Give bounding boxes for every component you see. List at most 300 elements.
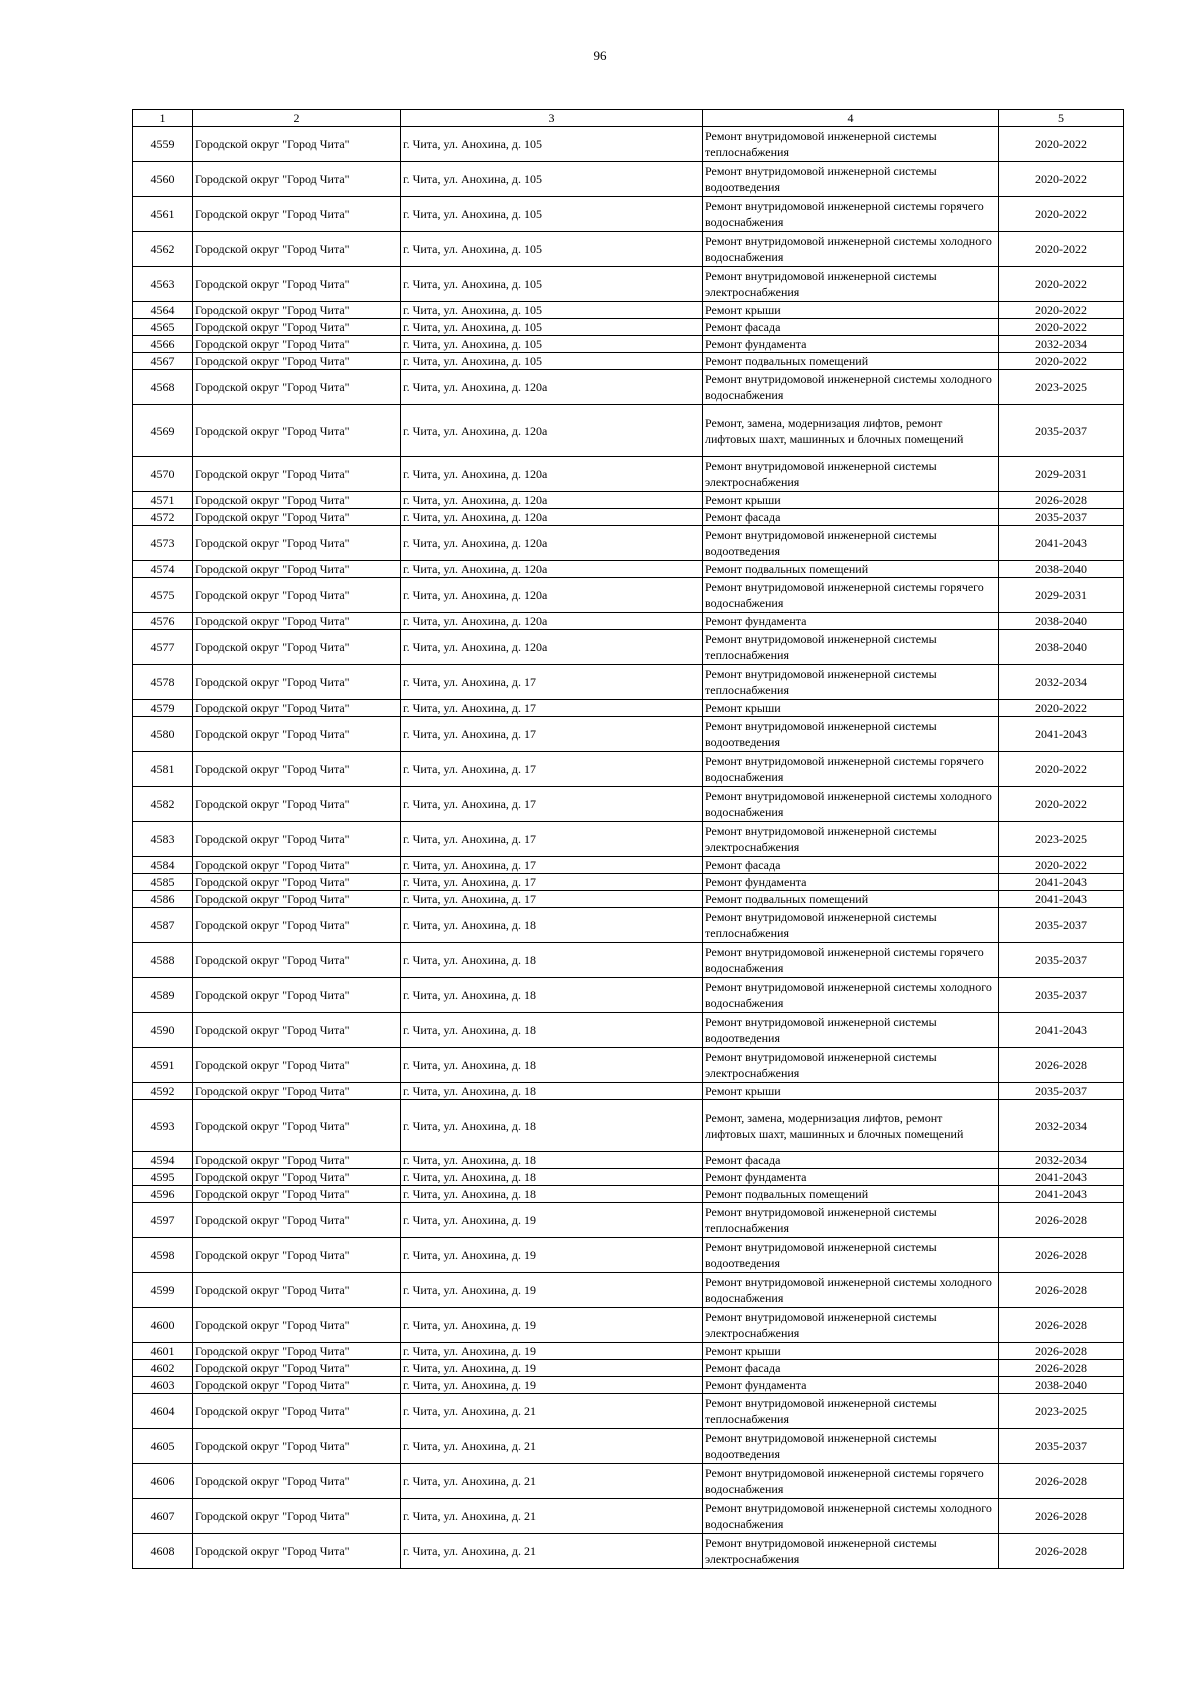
table-row [133,127,1124,162]
municipality-cell: Городской округ "Город Чита" [193,336,401,353]
row-number: 4581 [133,752,193,787]
repair-schedule-table [132,109,1124,1569]
table-row [133,1464,1124,1499]
row-number: 4569 [133,405,193,457]
period-cell: 2038-2040 [999,630,1124,665]
row-number: 4583 [133,822,193,857]
municipality-cell: Городской округ "Город Чита" [193,1499,401,1534]
municipality-cell: Городской округ "Город Чита" [193,1273,401,1308]
row-number: 4563 [133,267,193,302]
address-cell: г. Чита, ул. Анохина, д. 120а [401,405,703,457]
address-cell: г. Чита, ул. Анохина, д. 21 [401,1394,703,1429]
work-type-cell: Ремонт подвальных помещений [703,891,999,908]
table-row [133,752,1124,787]
work-type-cell: Ремонт внутридомовой инженерной системы водоотведения [703,526,999,561]
address-cell: г. Чита, ул. Анохина, д. 19 [401,1343,703,1360]
period-cell: 2038-2040 [999,561,1124,578]
row-number: 4595 [133,1169,193,1186]
address-cell: г. Чита, ул. Анохина, д. 19 [401,1377,703,1394]
period-cell: 2026-2028 [999,1360,1124,1377]
period-cell: 2038-2040 [999,1377,1124,1394]
period-cell: 2023-2025 [999,822,1124,857]
period-cell: 2041-2043 [999,526,1124,561]
address-cell: г. Чита, ул. Анохина, д. 18 [401,908,703,943]
row-number: 4582 [133,787,193,822]
period-cell: 2026-2028 [999,492,1124,509]
row-number: 4574 [133,561,193,578]
work-type-cell: Ремонт внутридомовой инженерной системы теплоснабжения [703,1203,999,1238]
period-cell: 2023-2025 [999,370,1124,405]
row-number: 4589 [133,978,193,1013]
address-cell: г. Чита, ул. Анохина, д. 120а [401,561,703,578]
row-number: 4604 [133,1394,193,1429]
row-number: 4576 [133,613,193,630]
municipality-cell: Городской округ "Город Чита" [193,457,401,492]
municipality-cell: Городской округ "Город Чита" [193,978,401,1013]
municipality-cell: Городской округ "Город Чита" [193,127,401,162]
work-type-cell: Ремонт фасада [703,857,999,874]
period-cell: 2020-2022 [999,787,1124,822]
header-cell-1: 1 [133,110,193,127]
row-number: 4600 [133,1308,193,1343]
period-cell: 2038-2040 [999,613,1124,630]
municipality-cell: Городской округ "Город Чита" [193,717,401,752]
address-cell: г. Чита, ул. Анохина, д. 19 [401,1360,703,1377]
table-row [133,1534,1124,1569]
row-number: 4605 [133,1429,193,1464]
header-cell-2: 2 [193,110,401,127]
work-type-cell: Ремонт внутридомовой инженерной системы теплоснабжения [703,908,999,943]
table-row [133,1360,1124,1377]
work-type-cell: Ремонт внутридомовой инженерной системы электроснабжения [703,1048,999,1083]
table-row [133,1429,1124,1464]
row-number: 4575 [133,578,193,613]
municipality-cell: Городской округ "Город Чита" [193,1083,401,1100]
address-cell: г. Чита, ул. Анохина, д. 17 [401,891,703,908]
row-number: 4591 [133,1048,193,1083]
municipality-cell: Городской округ "Город Чита" [193,319,401,336]
municipality-cell: Городской округ "Город Чита" [193,891,401,908]
municipality-cell: Городской округ "Город Чита" [193,509,401,526]
row-number: 4587 [133,908,193,943]
municipality-cell: Городской округ "Город Чита" [193,630,401,665]
address-cell: г. Чита, ул. Анохина, д. 19 [401,1308,703,1343]
row-number: 4564 [133,302,193,319]
work-type-cell: Ремонт внутридомовой инженерной системы холодного водоснабжения [703,1273,999,1308]
address-cell: г. Чита, ул. Анохина, д. 17 [401,665,703,700]
page-number: 96 [593,48,607,63]
row-number: 4598 [133,1238,193,1273]
municipality-cell: Городской округ "Город Чита" [193,162,401,197]
work-type-cell: Ремонт внутридомовой инженерной системы горячего водоснабжения [703,578,999,613]
municipality-cell: Городской округ "Город Чита" [193,353,401,370]
municipality-cell: Городской округ "Город Чита" [193,700,401,717]
address-cell: г. Чита, ул. Анохина, д. 18 [401,1186,703,1203]
table-row [133,1100,1124,1152]
address-cell: г. Чита, ул. Анохина, д. 105 [401,319,703,336]
address-cell: г. Чита, ул. Анохина, д. 105 [401,232,703,267]
work-type-cell: Ремонт фасада [703,319,999,336]
header-cell-3: 3 [401,110,703,127]
work-type-cell: Ремонт внутридомовой инженерной системы горячего водоснабжения [703,752,999,787]
municipality-cell: Городской округ "Город Чита" [193,1048,401,1083]
table-row [133,1013,1124,1048]
period-cell: 2020-2022 [999,232,1124,267]
table-row [133,1394,1124,1429]
work-type-cell: Ремонт крыши [703,1343,999,1360]
table-row [133,1186,1124,1203]
row-number: 4570 [133,457,193,492]
row-number: 4586 [133,891,193,908]
address-cell: г. Чита, ул. Анохина, д. 18 [401,1048,703,1083]
work-type-cell: Ремонт внутридомовой инженерной системы электроснабжения [703,267,999,302]
row-number: 4565 [133,319,193,336]
municipality-cell: Городской округ "Город Чита" [193,232,401,267]
address-cell: г. Чита, ул. Анохина, д. 17 [401,752,703,787]
table-row [133,717,1124,752]
work-type-cell: Ремонт внутридомовой инженерной системы теплоснабжения [703,127,999,162]
table-row [133,1083,1124,1100]
work-type-cell: Ремонт фундамента [703,1169,999,1186]
row-number: 4579 [133,700,193,717]
table-row [133,526,1124,561]
table-row [133,1273,1124,1308]
address-cell: г. Чита, ул. Анохина, д. 19 [401,1238,703,1273]
work-type-cell: Ремонт внутридомовой инженерной системы горячего водоснабжения [703,197,999,232]
municipality-cell: Городской округ "Город Чита" [193,1394,401,1429]
municipality-cell: Городской округ "Город Чита" [193,370,401,405]
address-cell: г. Чита, ул. Анохина, д. 18 [401,978,703,1013]
work-type-cell: Ремонт подвальных помещений [703,353,999,370]
table-row [133,561,1124,578]
period-cell: 2023-2025 [999,1394,1124,1429]
work-type-cell: Ремонт внутридомовой инженерной системы холодного водоснабжения [703,1499,999,1534]
address-cell: г. Чита, ул. Анохина, д. 120а [401,630,703,665]
address-cell: г. Чита, ул. Анохина, д. 120а [401,578,703,613]
table-row [133,891,1124,908]
work-type-cell: Ремонт внутридомовой инженерной системы электроснабжения [703,1534,999,1569]
address-cell: г. Чита, ул. Анохина, д. 18 [401,943,703,978]
municipality-cell: Городской округ "Город Чита" [193,665,401,700]
work-type-cell: Ремонт внутридомовой инженерной системы холодного водоснабжения [703,787,999,822]
period-cell: 2032-2034 [999,336,1124,353]
work-type-cell: Ремонт внутридомовой инженерной системы теплоснабжения [703,665,999,700]
address-cell: г. Чита, ул. Анохина, д. 17 [401,874,703,891]
period-cell: 2020-2022 [999,302,1124,319]
row-number: 4590 [133,1013,193,1048]
address-cell: г. Чита, ул. Анохина, д. 19 [401,1273,703,1308]
row-number: 4588 [133,943,193,978]
row-number: 4571 [133,492,193,509]
period-cell: 2026-2028 [999,1203,1124,1238]
municipality-cell: Городской округ "Город Чита" [193,908,401,943]
work-type-cell: Ремонт внутридомовой инженерной системы теплоснабжения [703,630,999,665]
period-cell: 2041-2043 [999,891,1124,908]
municipality-cell: Городской округ "Город Чита" [193,526,401,561]
address-cell: г. Чита, ул. Анохина, д. 18 [401,1083,703,1100]
period-cell: 2035-2037 [999,1083,1124,1100]
period-cell: 2035-2037 [999,405,1124,457]
table-row [133,1203,1124,1238]
table-row [133,405,1124,457]
municipality-cell: Городской округ "Город Чита" [193,302,401,319]
work-type-cell: Ремонт подвальных помещений [703,561,999,578]
municipality-cell: Городской округ "Город Чита" [193,857,401,874]
row-number: 4572 [133,509,193,526]
work-type-cell: Ремонт фундамента [703,874,999,891]
municipality-cell: Городской округ "Город Чита" [193,874,401,891]
address-cell: г. Чита, ул. Анохина, д. 18 [401,1169,703,1186]
row-number: 4593 [133,1100,193,1152]
work-type-cell: Ремонт внутридомовой инженерной системы электроснабжения [703,457,999,492]
work-type-cell: Ремонт подвальных помещений [703,1186,999,1203]
work-type-cell: Ремонт фундамента [703,336,999,353]
table-row [133,1308,1124,1343]
address-cell: г. Чита, ул. Анохина, д. 120а [401,509,703,526]
address-cell: г. Чита, ул. Анохина, д. 105 [401,162,703,197]
municipality-cell: Городской округ "Город Чита" [193,578,401,613]
address-cell: г. Чита, ул. Анохина, д. 17 [401,822,703,857]
period-cell: 2032-2034 [999,1100,1124,1152]
work-type-cell: Ремонт фасада [703,509,999,526]
address-cell: г. Чита, ул. Анохина, д. 17 [401,787,703,822]
municipality-cell: Городской округ "Город Чита" [193,405,401,457]
row-number: 4561 [133,197,193,232]
table-row [133,1343,1124,1360]
period-cell: 2026-2028 [999,1238,1124,1273]
address-cell: г. Чита, ул. Анохина, д. 105 [401,302,703,319]
period-cell: 2020-2022 [999,752,1124,787]
period-cell: 2020-2022 [999,857,1124,874]
row-number: 4562 [133,232,193,267]
address-cell: г. Чита, ул. Анохина, д. 21 [401,1429,703,1464]
row-number: 4594 [133,1152,193,1169]
address-cell: г. Чита, ул. Анохина, д. 21 [401,1534,703,1569]
address-cell: г. Чита, ул. Анохина, д. 21 [401,1499,703,1534]
period-cell: 2020-2022 [999,267,1124,302]
row-number: 4608 [133,1534,193,1569]
municipality-cell: Городской округ "Город Чита" [193,197,401,232]
period-cell: 2035-2037 [999,509,1124,526]
row-number: 4560 [133,162,193,197]
row-number: 4585 [133,874,193,891]
work-type-cell: Ремонт крыши [703,302,999,319]
work-type-cell: Ремонт крыши [703,492,999,509]
work-type-cell: Ремонт внутридомовой инженерной системы электроснабжения [703,822,999,857]
period-cell: 2035-2037 [999,1429,1124,1464]
address-cell: г. Чита, ул. Анохина, д. 18 [401,1100,703,1152]
municipality-cell: Городской округ "Город Чита" [193,267,401,302]
table-row [133,370,1124,405]
work-type-cell: Ремонт внутридомовой инженерной системы теплоснабжения [703,1394,999,1429]
address-cell: г. Чита, ул. Анохина, д. 120а [401,370,703,405]
table-row [133,353,1124,370]
period-cell: 2020-2022 [999,162,1124,197]
table-row [133,665,1124,700]
address-cell: г. Чита, ул. Анохина, д. 19 [401,1203,703,1238]
row-number: 4566 [133,336,193,353]
table-row [133,874,1124,891]
work-type-cell: Ремонт фасада [703,1360,999,1377]
period-cell: 2035-2037 [999,908,1124,943]
period-cell: 2020-2022 [999,127,1124,162]
period-cell: 2032-2034 [999,665,1124,700]
address-cell: г. Чита, ул. Анохина, д. 105 [401,353,703,370]
table-row [133,613,1124,630]
work-type-cell: Ремонт внутридомовой инженерной системы холодного водоснабжения [703,370,999,405]
period-cell: 2026-2028 [999,1308,1124,1343]
row-number: 4577 [133,630,193,665]
table-row [133,232,1124,267]
row-number: 4597 [133,1203,193,1238]
table-row [133,1169,1124,1186]
row-number: 4606 [133,1464,193,1499]
table-row [133,1152,1124,1169]
work-type-cell: Ремонт фундамента [703,1377,999,1394]
municipality-cell: Городской округ "Город Чита" [193,1360,401,1377]
municipality-cell: Городской округ "Город Чита" [193,1429,401,1464]
row-number: 4599 [133,1273,193,1308]
municipality-cell: Городской округ "Город Чита" [193,787,401,822]
municipality-cell: Городской округ "Город Чита" [193,1534,401,1569]
row-number: 4568 [133,370,193,405]
work-type-cell: Ремонт внутридомовой инженерной системы горячего водоснабжения [703,943,999,978]
table-row [133,943,1124,978]
work-type-cell: Ремонт внутридомовой инженерной системы горячего водоснабжения [703,1464,999,1499]
table-row [133,1048,1124,1083]
address-cell: г. Чита, ул. Анохина, д. 105 [401,267,703,302]
municipality-cell: Городской округ "Город Чита" [193,613,401,630]
header-cell-4: 4 [703,110,999,127]
table-row [133,700,1124,717]
address-cell: г. Чита, ул. Анохина, д. 105 [401,336,703,353]
period-cell: 2041-2043 [999,874,1124,891]
address-cell: г. Чита, ул. Анохина, д. 18 [401,1152,703,1169]
work-type-cell: Ремонт внутридомовой инженерной системы водоотведения [703,1013,999,1048]
row-number: 4596 [133,1186,193,1203]
work-type-cell: Ремонт внутридомовой инженерной системы водоотведения [703,717,999,752]
period-cell: 2026-2028 [999,1499,1124,1534]
period-cell: 2029-2031 [999,578,1124,613]
period-cell: 2020-2022 [999,353,1124,370]
period-cell: 2035-2037 [999,943,1124,978]
table-row [133,492,1124,509]
row-number: 4592 [133,1083,193,1100]
period-cell: 2041-2043 [999,1186,1124,1203]
address-cell: г. Чита, ул. Анохина, д. 21 [401,1464,703,1499]
municipality-cell: Городской округ "Город Чита" [193,752,401,787]
address-cell: г. Чита, ул. Анохина, д. 17 [401,857,703,874]
work-type-cell: Ремонт внутридомовой инженерной системы холодного водоснабжения [703,978,999,1013]
municipality-cell: Городской округ "Город Чита" [193,492,401,509]
work-type-cell: Ремонт, замена, модернизация лифтов, ремонт лифтовых шахт, машинных и блочных помещений [703,1100,999,1152]
row-number: 4602 [133,1360,193,1377]
municipality-cell: Городской округ "Город Чита" [193,1186,401,1203]
table-row [133,822,1124,857]
address-cell: г. Чита, ул. Анохина, д. 120а [401,613,703,630]
table-row [133,197,1124,232]
municipality-cell: Городской округ "Город Чита" [193,1464,401,1499]
work-type-cell: Ремонт внутридомовой инженерной системы водоотведения [703,1238,999,1273]
municipality-cell: Городской округ "Город Чита" [193,1013,401,1048]
municipality-cell: Городской округ "Город Чита" [193,1308,401,1343]
period-cell: 2026-2028 [999,1534,1124,1569]
row-number: 4578 [133,665,193,700]
period-cell: 2026-2028 [999,1343,1124,1360]
row-number: 4559 [133,127,193,162]
address-cell: г. Чита, ул. Анохина, д. 120а [401,492,703,509]
address-cell: г. Чита, ул. Анохина, д. 17 [401,717,703,752]
header-cell-5: 5 [999,110,1124,127]
table-row [133,630,1124,665]
work-type-cell: Ремонт фасада [703,1152,999,1169]
work-type-cell: Ремонт, замена, модернизация лифтов, ремонт лифтовых шахт, машинных и блочных помещений [703,405,999,457]
table-row [133,1499,1124,1534]
period-cell: 2029-2031 [999,457,1124,492]
period-cell: 2041-2043 [999,717,1124,752]
table-row [133,162,1124,197]
table-row [133,978,1124,1013]
table-row [133,857,1124,874]
municipality-cell: Городской округ "Город Чита" [193,822,401,857]
period-cell: 2020-2022 [999,700,1124,717]
municipality-cell: Городской округ "Город Чита" [193,943,401,978]
table-row [133,578,1124,613]
table-row [133,267,1124,302]
municipality-cell: Городской округ "Город Чита" [193,1152,401,1169]
work-type-cell: Ремонт внутридомовой инженерной системы водоотведения [703,162,999,197]
table-row [133,787,1124,822]
municipality-cell: Городской округ "Город Чита" [193,1377,401,1394]
period-cell: 2020-2022 [999,319,1124,336]
work-type-cell: Ремонт внутридомовой инженерной системы холодного водоснабжения [703,232,999,267]
table-row [133,908,1124,943]
period-cell: 2026-2028 [999,1273,1124,1308]
address-cell: г. Чита, ул. Анохина, д. 17 [401,700,703,717]
period-cell: 2026-2028 [999,1048,1124,1083]
period-cell: 2026-2028 [999,1464,1124,1499]
address-cell: г. Чита, ул. Анохина, д. 18 [401,1013,703,1048]
period-cell: 2032-2034 [999,1152,1124,1169]
municipality-cell: Городской округ "Город Чита" [193,1343,401,1360]
table-row [133,457,1124,492]
row-number: 4607 [133,1499,193,1534]
row-number: 4580 [133,717,193,752]
table-row [133,336,1124,353]
table-row [133,302,1124,319]
address-cell: г. Чита, ул. Анохина, д. 120а [401,457,703,492]
address-cell: г. Чита, ул. Анохина, д. 120а [401,526,703,561]
municipality-cell: Городской округ "Город Чита" [193,1100,401,1152]
municipality-cell: Городской округ "Город Чита" [193,1238,401,1273]
table-header-row [133,110,1124,127]
address-cell: г. Чита, ул. Анохина, д. 105 [401,127,703,162]
work-type-cell: Ремонт внутридомовой инженерной системы водоотведения [703,1429,999,1464]
row-number: 4603 [133,1377,193,1394]
address-cell: г. Чита, ул. Анохина, д. 105 [401,197,703,232]
work-type-cell: Ремонт крыши [703,1083,999,1100]
row-number: 4573 [133,526,193,561]
period-cell: 2041-2043 [999,1169,1124,1186]
municipality-cell: Городской округ "Город Чита" [193,1203,401,1238]
period-cell: 2035-2037 [999,978,1124,1013]
row-number: 4567 [133,353,193,370]
table-row [133,319,1124,336]
work-type-cell: Ремонт фундамента [703,613,999,630]
work-type-cell: Ремонт крыши [703,700,999,717]
table-row [133,1238,1124,1273]
municipality-cell: Городской округ "Город Чита" [193,561,401,578]
